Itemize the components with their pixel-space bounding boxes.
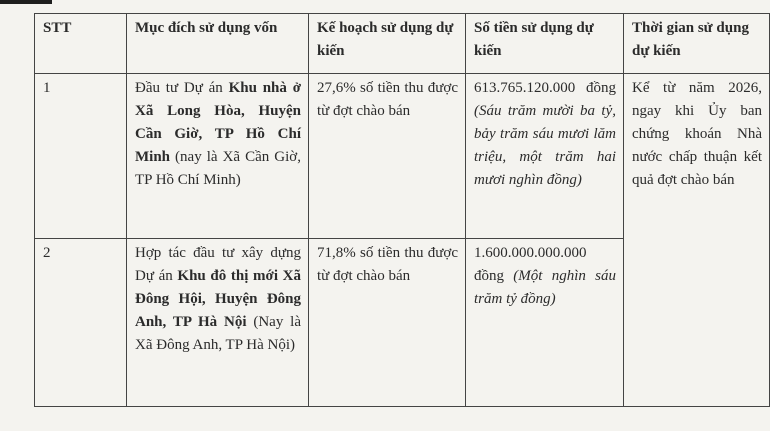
cell-time-merged: Kể từ năm 2026, ngay khi Ủy ban chứng khoán Nhà nước chấp thuận kết quả đợt chào bán	[624, 74, 770, 407]
project-name: Khu nhà ở Xã Long Hòa, Huyện Cần Giờ, TP Hồ Chí Minh	[135, 80, 301, 165]
amount-in-words: (Một nghìn sáu trăm tỷ đồng)	[474, 268, 616, 308]
cell-stt: 1	[35, 74, 127, 239]
cell-plan: 71,8% số tiền thu được từ đợt chào bán	[309, 239, 466, 407]
project-name: Khu đô thị mới Xã Đông Hội, Huyện Đông Anh, TP Hà Nội	[135, 268, 302, 331]
cell-purpose	[127, 74, 309, 239]
purpose-note: (Nay là Xã Đông Anh, TP Hà Nội)	[135, 314, 301, 354]
cell-stt: 2	[35, 239, 127, 407]
table-header-row	[35, 14, 770, 74]
top-edge-mark	[0, 0, 52, 4]
header-amount: Số tiền sử dụng dự kiến	[466, 14, 624, 74]
cell-purpose	[127, 239, 309, 407]
table-row	[35, 74, 770, 239]
amount-value: 613.765.120.000 đồng	[474, 80, 616, 96]
amount-value: 1.600.000.000.000 đồng	[474, 245, 587, 285]
purpose-text: Đầu tư Dự án	[135, 80, 229, 96]
cell-amount	[466, 239, 624, 407]
amount-in-words: (Sáu trăm mười ba tỷ, bảy trăm sáu mươi lăm triệu, một trăm hai mươi nghìn đồng)	[474, 103, 616, 188]
header-time: Thời gian sử dụng dự kiến	[624, 14, 770, 74]
capital-use-table	[34, 13, 770, 407]
purpose-text: Hợp tác đầu tư xây dựng Dự án	[135, 245, 301, 285]
header-stt: STT	[35, 14, 127, 74]
header-purpose: Mục đích sử dụng vốn	[127, 14, 309, 74]
cell-plan: 27,6% số tiền thu được từ đợt chào bán	[309, 74, 466, 239]
cell-amount	[466, 74, 624, 239]
purpose-note: (nay là Xã Cần Giờ, TP Hồ Chí Minh)	[135, 149, 301, 188]
header-plan: Kế hoạch sử dụng dự kiến	[309, 14, 466, 74]
